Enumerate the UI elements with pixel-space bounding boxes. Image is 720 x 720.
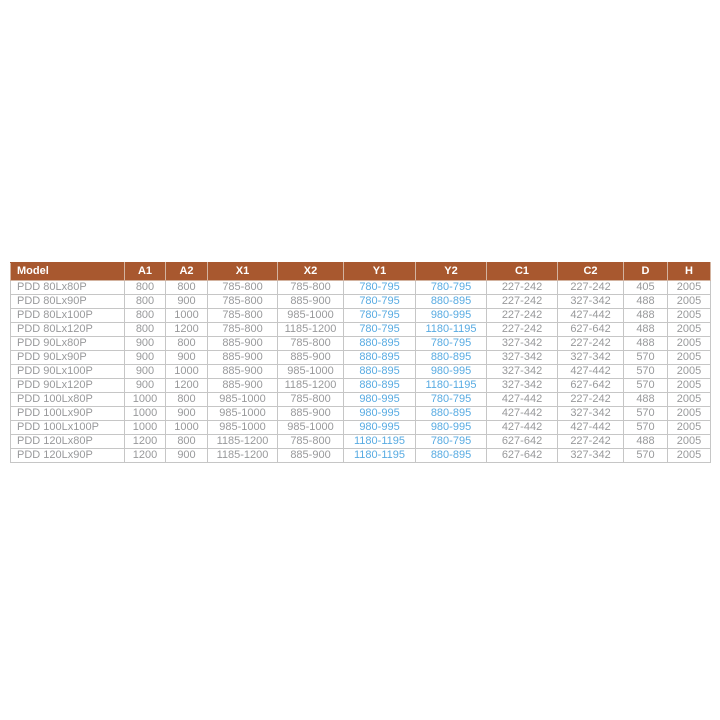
column-header-y1: Y1	[344, 263, 416, 281]
cell-c2: 227-242	[558, 393, 624, 407]
cell-model: PDD 100Lx80P	[11, 393, 125, 407]
cell-model: PDD 90Lx100P	[11, 365, 125, 379]
cell-c2: 627-642	[558, 323, 624, 337]
cell-a2: 800	[166, 435, 208, 449]
table-row	[11, 351, 711, 365]
cell-h: 2005	[668, 323, 711, 337]
cell-y1: 1180-1195	[344, 435, 416, 449]
cell-model: PDD 80Lx80P	[11, 281, 125, 295]
table-row	[11, 281, 711, 295]
cell-c1: 627-642	[487, 449, 558, 463]
cell-x2: 885-900	[278, 351, 344, 365]
cell-a1: 800	[125, 309, 166, 323]
cell-y1: 980-995	[344, 407, 416, 421]
cell-model: PDD 120Lx80P	[11, 435, 125, 449]
cell-c1: 427-442	[487, 393, 558, 407]
cell-x2: 985-1000	[278, 309, 344, 323]
cell-h: 2005	[668, 393, 711, 407]
cell-x2: 785-800	[278, 393, 344, 407]
cell-x1: 885-900	[208, 351, 278, 365]
cell-x1: 885-900	[208, 337, 278, 351]
cell-y2: 1180-1195	[416, 323, 487, 337]
cell-h: 2005	[668, 435, 711, 449]
cell-c1: 327-342	[487, 365, 558, 379]
table-row	[11, 379, 711, 393]
column-header-h: H	[668, 263, 711, 281]
table-row	[11, 449, 711, 463]
cell-a2: 800	[166, 337, 208, 351]
cell-y1: 980-995	[344, 393, 416, 407]
cell-h: 2005	[668, 295, 711, 309]
cell-x1: 785-800	[208, 295, 278, 309]
cell-x2: 1185-1200	[278, 323, 344, 337]
cell-x2: 1185-1200	[278, 379, 344, 393]
column-header-model: Model	[11, 263, 125, 281]
cell-model: PDD 80Lx100P	[11, 309, 125, 323]
cell-c1: 227-242	[487, 295, 558, 309]
cell-y1: 780-795	[344, 281, 416, 295]
column-header-d: D	[624, 263, 668, 281]
cell-a1: 1200	[125, 435, 166, 449]
cell-x1: 785-800	[208, 323, 278, 337]
cell-a1: 800	[125, 323, 166, 337]
cell-x2: 985-1000	[278, 365, 344, 379]
cell-a1: 900	[125, 365, 166, 379]
cell-h: 2005	[668, 449, 711, 463]
cell-c2: 427-442	[558, 365, 624, 379]
cell-y2: 780-795	[416, 435, 487, 449]
cell-y2: 880-895	[416, 295, 487, 309]
cell-y1: 880-895	[344, 351, 416, 365]
cell-y2: 880-895	[416, 449, 487, 463]
cell-a2: 800	[166, 281, 208, 295]
cell-a2: 1200	[166, 323, 208, 337]
cell-d: 570	[624, 365, 668, 379]
cell-d: 488	[624, 435, 668, 449]
cell-d: 570	[624, 421, 668, 435]
column-header-x1: X1	[208, 263, 278, 281]
cell-c2: 327-342	[558, 295, 624, 309]
cell-x2: 985-1000	[278, 421, 344, 435]
cell-x1: 885-900	[208, 365, 278, 379]
cell-a2: 1200	[166, 379, 208, 393]
cell-model: PDD 120Lx90P	[11, 449, 125, 463]
cell-c2: 427-442	[558, 421, 624, 435]
cell-d: 570	[624, 379, 668, 393]
column-header-c1: C1	[487, 263, 558, 281]
cell-model: PDD 80Lx120P	[11, 323, 125, 337]
cell-c1: 327-342	[487, 337, 558, 351]
table-row	[11, 337, 711, 351]
cell-h: 2005	[668, 407, 711, 421]
cell-x1: 985-1000	[208, 421, 278, 435]
cell-y1: 880-895	[344, 365, 416, 379]
cell-a1: 900	[125, 379, 166, 393]
column-header-y2: Y2	[416, 263, 487, 281]
cell-model: PDD 90Lx80P	[11, 337, 125, 351]
table-row	[11, 295, 711, 309]
table-row	[11, 393, 711, 407]
cell-c1: 227-242	[487, 281, 558, 295]
cell-x2: 885-900	[278, 407, 344, 421]
cell-x1: 985-1000	[208, 407, 278, 421]
cell-a2: 1000	[166, 365, 208, 379]
cell-a1: 1000	[125, 421, 166, 435]
cell-a1: 800	[125, 295, 166, 309]
cell-d: 488	[624, 337, 668, 351]
cell-d: 570	[624, 449, 668, 463]
cell-model: PDD 80Lx90P	[11, 295, 125, 309]
cell-y1: 880-895	[344, 337, 416, 351]
cell-h: 2005	[668, 421, 711, 435]
spec-table-container	[10, 262, 710, 463]
spec-table	[10, 262, 711, 463]
table-row	[11, 435, 711, 449]
spec-table-head	[11, 263, 711, 281]
cell-d: 570	[624, 351, 668, 365]
cell-model: PDD 90Lx90P	[11, 351, 125, 365]
cell-model: PDD 90Lx120P	[11, 379, 125, 393]
cell-a1: 1000	[125, 407, 166, 421]
cell-c2: 227-242	[558, 435, 624, 449]
cell-y2: 780-795	[416, 281, 487, 295]
cell-a2: 1000	[166, 309, 208, 323]
cell-x1: 785-800	[208, 281, 278, 295]
cell-model: PDD 100Lx90P	[11, 407, 125, 421]
cell-y1: 780-795	[344, 295, 416, 309]
cell-y2: 980-995	[416, 309, 487, 323]
cell-c1: 227-242	[487, 323, 558, 337]
cell-a2: 900	[166, 295, 208, 309]
cell-d: 488	[624, 295, 668, 309]
spec-table-body	[11, 281, 711, 463]
cell-y2: 780-795	[416, 393, 487, 407]
cell-c2: 627-642	[558, 379, 624, 393]
cell-h: 2005	[668, 351, 711, 365]
cell-d: 488	[624, 323, 668, 337]
cell-x2: 885-900	[278, 449, 344, 463]
cell-y2: 1180-1195	[416, 379, 487, 393]
cell-c2: 227-242	[558, 337, 624, 351]
table-row	[11, 421, 711, 435]
cell-a1: 900	[125, 337, 166, 351]
table-row	[11, 365, 711, 379]
cell-x2: 885-900	[278, 295, 344, 309]
cell-d: 570	[624, 407, 668, 421]
cell-model: PDD 100Lx100P	[11, 421, 125, 435]
cell-x1: 1185-1200	[208, 435, 278, 449]
cell-y2: 880-895	[416, 407, 487, 421]
cell-y1: 780-795	[344, 309, 416, 323]
cell-d: 405	[624, 281, 668, 295]
cell-a2: 900	[166, 351, 208, 365]
cell-x1: 1185-1200	[208, 449, 278, 463]
cell-h: 2005	[668, 365, 711, 379]
cell-y1: 780-795	[344, 323, 416, 337]
cell-x1: 785-800	[208, 309, 278, 323]
table-row	[11, 323, 711, 337]
cell-x2: 785-800	[278, 337, 344, 351]
column-header-c2: C2	[558, 263, 624, 281]
cell-h: 2005	[668, 281, 711, 295]
cell-a1: 1000	[125, 393, 166, 407]
cell-y1: 880-895	[344, 379, 416, 393]
column-header-a2: A2	[166, 263, 208, 281]
cell-h: 2005	[668, 309, 711, 323]
cell-a1: 1200	[125, 449, 166, 463]
cell-x1: 985-1000	[208, 393, 278, 407]
cell-y2: 980-995	[416, 365, 487, 379]
cell-a2: 900	[166, 449, 208, 463]
cell-a1: 900	[125, 351, 166, 365]
cell-x1: 885-900	[208, 379, 278, 393]
cell-a2: 1000	[166, 421, 208, 435]
cell-y2: 880-895	[416, 351, 487, 365]
cell-c1: 227-242	[487, 309, 558, 323]
table-row	[11, 309, 711, 323]
cell-c2: 327-342	[558, 351, 624, 365]
cell-d: 488	[624, 393, 668, 407]
cell-a2: 900	[166, 407, 208, 421]
cell-x2: 785-800	[278, 281, 344, 295]
cell-c1: 627-642	[487, 435, 558, 449]
cell-c2: 227-242	[558, 281, 624, 295]
cell-y2: 980-995	[416, 421, 487, 435]
cell-d: 488	[624, 309, 668, 323]
column-header-a1: A1	[125, 263, 166, 281]
column-header-x2: X2	[278, 263, 344, 281]
table-row	[11, 407, 711, 421]
cell-c2: 327-342	[558, 407, 624, 421]
cell-a1: 800	[125, 281, 166, 295]
cell-y1: 1180-1195	[344, 449, 416, 463]
cell-c2: 327-342	[558, 449, 624, 463]
cell-c1: 427-442	[487, 407, 558, 421]
cell-h: 2005	[668, 337, 711, 351]
cell-c1: 327-342	[487, 351, 558, 365]
cell-h: 2005	[668, 379, 711, 393]
cell-x2: 785-800	[278, 435, 344, 449]
cell-c2: 427-442	[558, 309, 624, 323]
cell-y2: 780-795	[416, 337, 487, 351]
cell-a2: 800	[166, 393, 208, 407]
cell-c1: 327-342	[487, 379, 558, 393]
header-row	[11, 263, 711, 281]
cell-y1: 980-995	[344, 421, 416, 435]
cell-c1: 427-442	[487, 421, 558, 435]
